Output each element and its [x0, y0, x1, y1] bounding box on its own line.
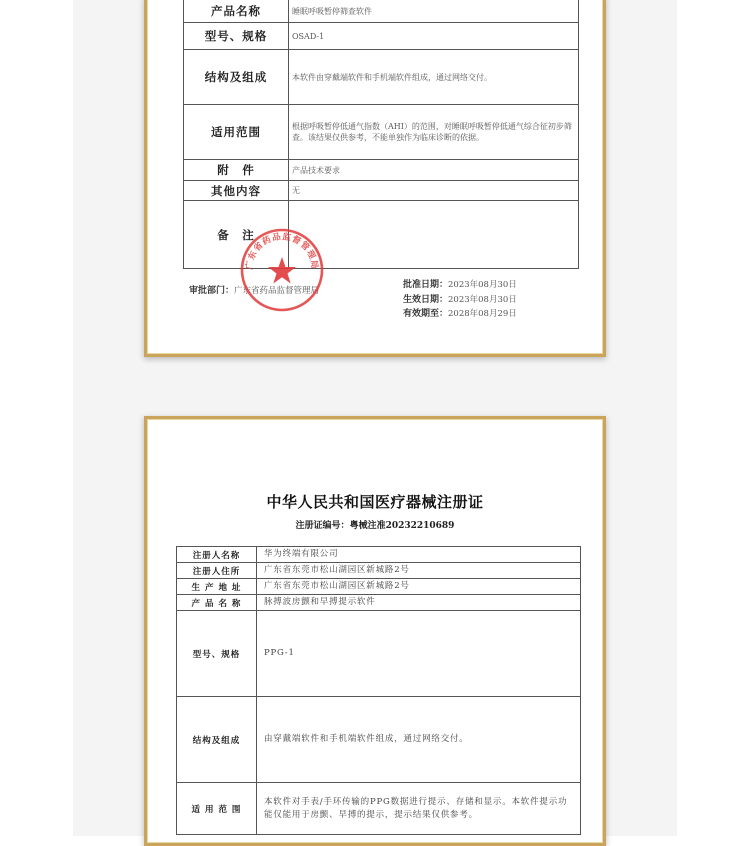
seal-text: 广东省药品监督管理局 — [244, 232, 320, 271]
row-value: 本软件由穿戴端软件和手机端软件组成，通过网络交付。 — [289, 50, 579, 105]
row-label: 注册人住所 — [177, 563, 257, 579]
row-value: 华为终端有限公司 — [257, 547, 581, 563]
row-value: OSAD-1 — [289, 23, 579, 50]
row-label: 产品名称 — [184, 0, 289, 23]
certificate-top — [144, 0, 606, 357]
approver-label: 审批部门： — [189, 286, 235, 296]
row-label: 结构及组成 — [177, 697, 257, 783]
row-label: 适用范围 — [184, 105, 289, 160]
effective-date-label: 生效日期： — [403, 294, 449, 305]
row-value — [289, 201, 579, 269]
row-value: 产品技术要求 — [289, 160, 579, 181]
dates-block — [403, 278, 517, 322]
row-value: 本软件对手表/手环传输的PPG数据进行提示、存储和显示。本软件提示功能仅能用于房颤、早搏的提示，提示结果仅供参考。 — [257, 783, 581, 835]
row-label: 其他内容 — [184, 181, 289, 201]
row-value: 由穿戴端软件和手机端软件组成，通过网络交付。 — [257, 697, 581, 783]
row-label: 备 注 — [184, 201, 289, 269]
approval-date-label: 批准日期： — [403, 280, 449, 290]
reg-no-value: 粤械注准20232210689 — [349, 521, 455, 531]
certificate-bottom — [144, 416, 606, 846]
row-label: 结构及组成 — [184, 50, 289, 105]
row-label: 生 产 地 址 — [177, 579, 257, 595]
row-label: 注册人名称 — [177, 547, 257, 563]
registration-number — [147, 518, 603, 531]
row-value: 脉搏波房颤和早搏提示软件 — [257, 595, 581, 611]
certificate-bottom-table — [176, 546, 581, 835]
effective-date: 2023年08月30日 — [448, 294, 517, 305]
row-label: 型号、规格 — [184, 23, 289, 50]
reg-no-label: 注册证编号： — [295, 521, 350, 531]
approval-date: 2023年08月30日 — [448, 280, 517, 290]
official-seal-icon — [239, 227, 325, 313]
expiry-date-label: 有效期至： — [403, 309, 449, 319]
row-value: 广东省东莞市松山湖园区新城路2号 — [257, 579, 581, 595]
row-value: 根据呼吸暂停低通气指数（AHI）的范围，对睡眠呼吸暂停低通气综合征初步筛查。该结果仅供参考，不能单独作为临床诊断的依据。 — [289, 105, 579, 160]
row-value: PPG-1 — [257, 611, 581, 697]
row-label: 适 用 范 围 — [177, 783, 257, 835]
row-label: 附 件 — [184, 160, 289, 181]
certificate-title: 中华人民共和国医疗器械注册证 — [266, 493, 484, 511]
row-label: 型号、规格 — [177, 611, 257, 697]
approver-value: 广东省药品监督管理局 — [234, 286, 320, 296]
row-value: 广东省东莞市松山湖园区新城路2号 — [257, 563, 581, 579]
row-value: 睡眠呼吸暂停筛查软件 — [289, 0, 579, 23]
expiry-date: 2028年08月29日 — [448, 309, 517, 319]
row-label: 产 品 名 称 — [177, 595, 257, 611]
row-value: 无 — [289, 181, 579, 201]
